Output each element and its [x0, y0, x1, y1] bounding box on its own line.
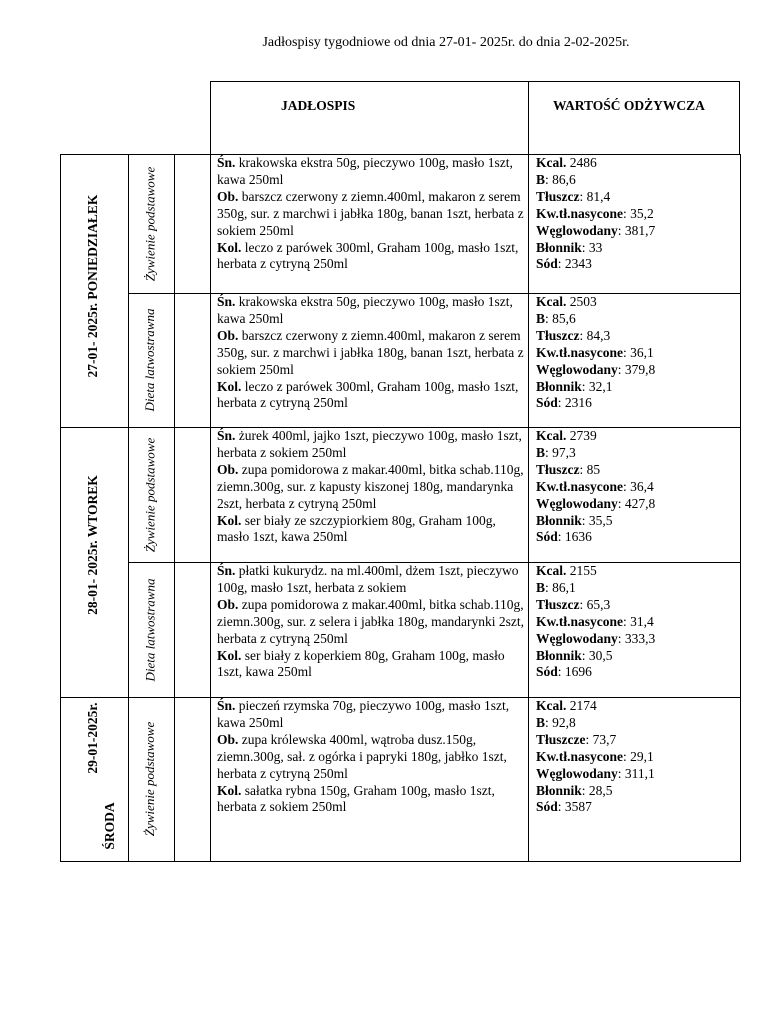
- page-title: Jadłospisy tygodniowe od dnia 27-01- 2025r. do dnia 2-02-2025r.: [262, 35, 630, 50]
- nutrition-key: Tłuszcz: [536, 188, 580, 204]
- nutrition-line: [536, 496, 736, 513]
- nutrition-key: Kw.tł.nasycone: [536, 613, 624, 629]
- nutrition-value: : 2343: [557, 256, 592, 272]
- meal-key: Kol.: [217, 647, 242, 663]
- diet-label: Dieta latwostrawna: [142, 308, 157, 412]
- nutrition-value: 2155: [566, 563, 597, 578]
- nutrition-value: : 3587: [557, 799, 592, 815]
- table-border-left: [60, 154, 61, 861]
- nutrition-value: : 30,5: [581, 647, 613, 663]
- nutrition-line: [536, 749, 736, 766]
- menu-cell: [217, 155, 525, 273]
- menu-header-label: JADŁOSPIS: [281, 98, 356, 113]
- nutrition-key: Tłuszcz: [536, 327, 580, 343]
- nutrition-cell: [536, 428, 736, 546]
- nutrition-key: Sód: [536, 664, 558, 680]
- meal-line: [217, 428, 525, 462]
- nutrition-value: : 65,3: [579, 596, 611, 612]
- meal-text: żurek 400ml, jajko 1szt, pieczywo 100g, masło 1szt, herbata z sokiem 250ml: [217, 428, 522, 460]
- nutrition-line: [536, 155, 736, 172]
- nutrition-header-label: WARTOŚĆ ODŻYWCZA: [553, 98, 705, 113]
- meal-line: [217, 513, 525, 547]
- nutrition-value: : 73,7: [585, 731, 617, 747]
- nutrition-key: B: [536, 714, 546, 730]
- table-header: [210, 81, 740, 154]
- nutrition-line: [536, 631, 736, 648]
- nutrition-key: Kcal.: [536, 698, 567, 713]
- meal-key: Kol.: [217, 239, 242, 255]
- nutrition-cell: [536, 698, 736, 816]
- nutrition-line: [536, 189, 736, 206]
- meal-line: [217, 189, 525, 240]
- nutrition-key: Kcal.: [536, 155, 567, 170]
- nutrition-line: [536, 379, 736, 396]
- meal-line: [217, 648, 525, 682]
- nutrition-key: Kw.tł.nasycone: [536, 344, 624, 360]
- nutrition-line: [536, 206, 736, 223]
- meal-line: [217, 698, 525, 732]
- meal-text: zupa królewska 400ml, wątroba dusz.150g, ziemn.300g, sał. z ogórka i papryki 180g, jabłko 1szt, herbata z cytryną 250ml: [217, 731, 507, 781]
- nutrition-value: : 86,6: [545, 171, 576, 187]
- meal-key: Śn.: [217, 698, 236, 713]
- meal-line: [217, 294, 525, 328]
- nutrition-cell: [536, 294, 736, 412]
- nutrition-line: [536, 664, 736, 681]
- nutrition-value: : 84,3: [579, 327, 611, 343]
- nutrition-key: Błonnik: [536, 512, 582, 528]
- nutrition-value: : 1636: [557, 529, 592, 545]
- nutrition-line: [536, 479, 736, 496]
- meal-key: Ob.: [217, 461, 239, 477]
- nutrition-line: [536, 428, 736, 445]
- nutrition-key: Kw.tł.nasycone: [536, 205, 624, 221]
- nutrition-line: [536, 513, 736, 530]
- meal-key: Kol.: [217, 378, 242, 394]
- nutrition-line: [536, 345, 736, 362]
- nutrition-key: B: [536, 310, 546, 326]
- nutrition-value: : 32,1: [581, 378, 613, 394]
- nutrition-value: : 311,1: [617, 765, 655, 781]
- nutrition-value: : 85,6: [545, 310, 576, 326]
- nutrition-key: Sód: [536, 395, 558, 411]
- nutrition-cell: [536, 563, 736, 681]
- nutrition-value: : 28,5: [581, 782, 613, 798]
- diet-label: Dieta latwostrawna: [142, 578, 157, 681]
- nutrition-value: : 35,5: [581, 512, 613, 528]
- meal-text: krakowska ekstra 50g, pieczywo 100g, masło 1szt, kawa 250ml: [217, 294, 513, 326]
- nutrition-line: [536, 563, 736, 580]
- nutrition-value: : 86,1: [545, 579, 576, 595]
- meal-key: Śn.: [217, 428, 236, 443]
- menu-header-cell: [211, 82, 529, 154]
- day-label-wednesday-day: ŚRODA: [102, 802, 117, 850]
- meal-text: krakowska ekstra 50g, pieczywo 100g, masło 1szt, kawa 250ml: [217, 155, 513, 187]
- nutrition-value: : 1696: [557, 664, 592, 680]
- meal-text: płatki kukurydz. na ml.400ml, dżem 1szt, pieczywo 100g, masło 1szt, herbata z sokiem: [217, 563, 519, 595]
- nutrition-value: : 29,1: [623, 748, 654, 764]
- nutrition-line: [536, 240, 736, 257]
- table-divider-menu: [528, 154, 529, 861]
- nutrition-key: B: [536, 579, 546, 595]
- meal-line: [217, 155, 525, 189]
- nutrition-key: Tłuszcze: [536, 731, 586, 747]
- meal-text: zupa pomidorowa z makar.400ml, bitka schab.110g, ziemn.300g, sur. z kapusty kiszonej 180g, mandarynka 2szt, herbata z cytryną 250ml: [217, 461, 524, 511]
- nutrition-line: [536, 445, 736, 462]
- meal-key: Śn.: [217, 155, 236, 170]
- nutrition-line: [536, 223, 736, 240]
- meal-key: Śn.: [217, 563, 236, 578]
- nutrition-value: 2174: [566, 698, 597, 713]
- nutrition-key: Błonnik: [536, 378, 582, 394]
- nutrition-key: Węglowodany: [536, 222, 618, 238]
- diet-label: Żywienie podstawowe: [142, 437, 157, 552]
- nutrition-value: : 92,8: [545, 714, 576, 730]
- nutrition-key: Kcal.: [536, 563, 567, 578]
- meal-text: zupa pomidorowa z makar.400ml, bitka schab.110g, ziemn.300g, sur. z selera i jabłka 180g, mandarynki 2szt, herbata z cytryną 250ml: [217, 596, 525, 646]
- nutrition-value: 2486: [566, 155, 597, 170]
- nutrition-key: Węglowodany: [536, 495, 618, 511]
- nutrition-value: : 81,4: [579, 188, 611, 204]
- day-label-wednesday-date: 29-01-2025r.: [85, 702, 100, 774]
- meal-line: [217, 328, 525, 379]
- nutrition-key: Kw.tł.nasycone: [536, 748, 624, 764]
- nutrition-value: : 333,3: [617, 630, 656, 646]
- table-divider-day: [128, 154, 129, 861]
- meal-key: Kol.: [217, 512, 242, 528]
- table-divider-empty: [210, 154, 211, 861]
- nutrition-line: [536, 395, 736, 412]
- table-border-right: [740, 154, 741, 861]
- nutrition-line: [536, 614, 736, 631]
- meal-text: pieczeń rzymska 70g, pieczywo 100g, masło 1szt, kawa 250ml: [217, 698, 510, 730]
- nutrition-key: B: [536, 444, 546, 460]
- menu-cell: [217, 563, 525, 681]
- meal-line: [217, 379, 525, 413]
- nutrition-value: : 97,3: [545, 444, 576, 460]
- nutrition-key: Błonnik: [536, 782, 582, 798]
- meal-key: Ob.: [217, 596, 239, 612]
- meal-key: Ob.: [217, 188, 239, 204]
- nutrition-line: [536, 783, 736, 800]
- nutrition-value: 2503: [566, 294, 597, 309]
- day-label-tuesday: 28-01- 2025r. WTOREK: [85, 475, 100, 615]
- nutrition-value: : 427,8: [617, 495, 656, 511]
- menu-cell: [217, 428, 525, 546]
- nutrition-line: [536, 294, 736, 311]
- meal-text: leczo z parówek 300ml, Graham 100g, masło 1szt, herbata z cytryną 250ml: [217, 378, 519, 411]
- nutrition-value: : 379,8: [617, 361, 656, 377]
- meal-line: [217, 783, 525, 817]
- nutrition-value: : 36,1: [623, 344, 654, 360]
- nutrition-key: Błonnik: [536, 239, 582, 255]
- nutrition-line: [536, 256, 736, 273]
- meal-text: ser biały ze szczypiorkiem 80g, Graham 100g, masło 1szt, kawa 250ml: [217, 512, 496, 545]
- meal-key: Ob.: [217, 731, 239, 747]
- nutrition-line: [536, 529, 736, 546]
- nutrition-key: Sód: [536, 256, 558, 272]
- nutrition-line: [536, 698, 736, 715]
- diet-label: Żywienie podstawowe: [142, 166, 157, 281]
- nutrition-key: Sód: [536, 529, 558, 545]
- nutrition-cell: [536, 155, 736, 273]
- nutrition-key: Kcal.: [536, 294, 567, 309]
- meal-key: Kol.: [217, 782, 242, 798]
- nutrition-line: [536, 732, 736, 749]
- meal-text: barszcz czerwony z ziemn.400ml, makaron z serem 350g, sur. z marchwi i jabłka 180g, banan 1szt, herbata z sokiem 250ml: [217, 327, 524, 377]
- nutrition-line: [536, 766, 736, 783]
- meal-text: leczo z parówek 300ml, Graham 100g, masło 1szt, herbata z cytryną 250ml: [217, 239, 519, 272]
- nutrition-key: Węglowodany: [536, 630, 618, 646]
- nutrition-line: [536, 311, 736, 328]
- meal-line: [217, 732, 525, 783]
- nutrition-line: [536, 715, 736, 732]
- nutrition-key: Błonnik: [536, 647, 582, 663]
- table-divider-diet: [174, 154, 175, 861]
- meal-text: sałatka rybna 150g, Graham 100g, masło 1szt, herbata z sokiem 250ml: [217, 782, 495, 815]
- nutrition-key: Węglowodany: [536, 765, 618, 781]
- meal-key: Ob.: [217, 327, 239, 343]
- nutrition-line: [536, 648, 736, 665]
- nutrition-value: : 35,2: [623, 205, 654, 221]
- meal-line: [217, 563, 525, 597]
- day-label-monday: 27-01- 2025r. PONIEDZIAŁEK: [85, 194, 100, 378]
- nutrition-line: [536, 172, 736, 189]
- meal-text: barszcz czerwony z ziemn.400ml, makaron z serem 350g, sur. z marchwi i jabłka 180g, banan 1szt, herbata z sokiem 250ml: [217, 188, 524, 238]
- nutrition-value: 2739: [566, 428, 597, 443]
- meal-line: [217, 240, 525, 274]
- nutrition-value: : 2316: [557, 395, 592, 411]
- nutrition-key: Tłuszcz: [536, 461, 580, 477]
- nutrition-key: Tłuszcz: [536, 596, 580, 612]
- nutrition-line: [536, 597, 736, 614]
- diet-label: Żywienie podstawowe: [142, 721, 157, 837]
- meal-key: Śn.: [217, 294, 236, 309]
- nutrition-value: : 33: [581, 239, 603, 255]
- nutrition-line: [536, 462, 736, 479]
- nutrition-value: : 36,4: [623, 478, 654, 494]
- nutrition-key: Sód: [536, 799, 558, 815]
- nutrition-line: [536, 362, 736, 379]
- nutrition-value: : 31,4: [623, 613, 654, 629]
- table-border-bottom: [60, 861, 741, 862]
- nutrition-key: Kcal.: [536, 428, 567, 443]
- nutrition-key: Kw.tł.nasycone: [536, 478, 624, 494]
- nutrition-line: [536, 328, 736, 345]
- nutrition-value: : 85: [579, 461, 601, 477]
- nutrition-line: [536, 580, 736, 597]
- meal-line: [217, 462, 525, 513]
- nutrition-key: B: [536, 171, 546, 187]
- nutrition-line: [536, 799, 736, 816]
- meal-text: ser biały z koperkiem 80g, Graham 100g, masło 1szt, kawa 250ml: [217, 647, 505, 680]
- meal-line: [217, 597, 525, 648]
- menu-cell: [217, 698, 525, 816]
- menu-cell: [217, 294, 525, 412]
- nutrition-key: Węglowodany: [536, 361, 618, 377]
- nutrition-value: : 381,7: [617, 222, 656, 238]
